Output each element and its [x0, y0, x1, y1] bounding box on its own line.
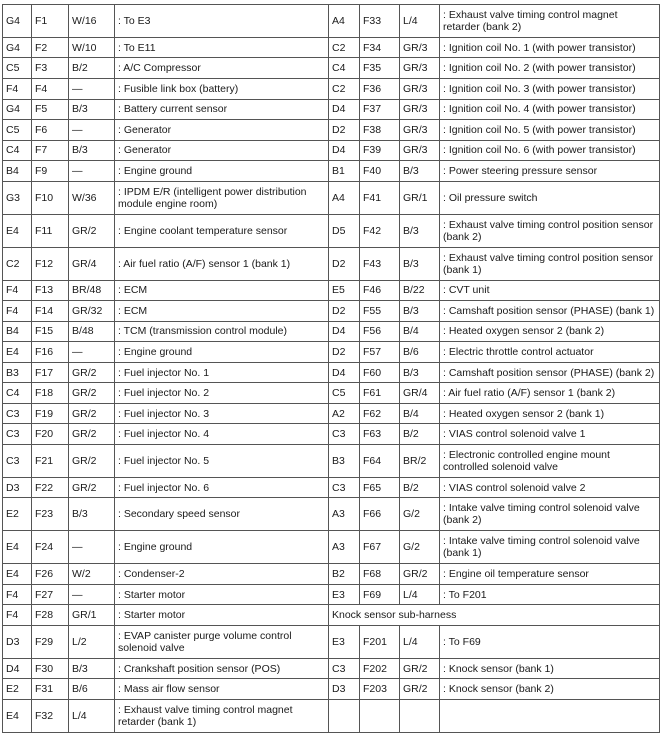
- right-grid-cell: B1: [329, 161, 360, 182]
- right-grid-cell: D5: [329, 214, 360, 247]
- left-grid-cell: C3: [3, 424, 32, 445]
- left-connector-cell: F21: [32, 445, 69, 478]
- left-grid-cell: F4: [3, 79, 32, 100]
- left-connector-cell: F15: [32, 321, 69, 342]
- left-color-pins-cell: W/2: [69, 564, 115, 585]
- right-grid-cell: D2: [329, 247, 360, 280]
- right-connector-cell: F46: [360, 280, 400, 301]
- right-color-pins-cell: L/4: [400, 625, 440, 658]
- left-grid-cell: E2: [3, 679, 32, 700]
- left-connector-cell: F13: [32, 280, 69, 301]
- left-description-cell: : TCM (transmission control module): [115, 321, 329, 342]
- right-grid-cell: B2: [329, 564, 360, 585]
- left-description-cell: : To E11: [115, 37, 329, 58]
- left-color-pins-cell: —: [69, 79, 115, 100]
- left-color-pins-cell: W/10: [69, 37, 115, 58]
- right-connector-cell: F43: [360, 247, 400, 280]
- left-connector-cell: F11: [32, 214, 69, 247]
- left-connector-cell: F26: [32, 564, 69, 585]
- left-grid-cell: B4: [3, 161, 32, 182]
- right-description-cell: : Ignition coil No. 2 (with power transistor): [440, 58, 660, 79]
- table-row: [3, 362, 660, 383]
- right-grid-cell: E3: [329, 625, 360, 658]
- left-grid-cell: G4: [3, 5, 32, 38]
- right-connector-cell: F38: [360, 120, 400, 141]
- left-connector-cell: F10: [32, 181, 69, 214]
- right-description-cell: : Engine oil temperature sensor: [440, 564, 660, 585]
- left-description-cell: : To E3: [115, 5, 329, 38]
- left-description-cell: : Fuel injector No. 5: [115, 445, 329, 478]
- table-row: [3, 140, 660, 161]
- right-grid-cell: C2: [329, 37, 360, 58]
- left-connector-cell: F29: [32, 625, 69, 658]
- right-color-pins-cell: G/2: [400, 531, 440, 564]
- right-description-cell: : Air fuel ratio (A/F) sensor 1 (bank 2): [440, 383, 660, 404]
- right-color-pins-cell: G/2: [400, 498, 440, 531]
- right-connector-cell: F35: [360, 58, 400, 79]
- left-connector-cell: F24: [32, 531, 69, 564]
- right-color-pins-cell: B/3: [400, 247, 440, 280]
- right-connector-cell: F33: [360, 5, 400, 38]
- left-description-cell: : Condenser-2: [115, 564, 329, 585]
- table-row: [3, 79, 660, 100]
- right-color-pins-cell: [400, 699, 440, 732]
- left-connector-cell: F23: [32, 498, 69, 531]
- right-grid-cell: D4: [329, 99, 360, 120]
- left-connector-cell: F6: [32, 120, 69, 141]
- left-grid-cell: C3: [3, 445, 32, 478]
- left-color-pins-cell: GR/2: [69, 362, 115, 383]
- right-color-pins-cell: GR/4: [400, 383, 440, 404]
- right-connector-cell: F203: [360, 679, 400, 700]
- right-connector-cell: F60: [360, 362, 400, 383]
- left-connector-cell: F1: [32, 5, 69, 38]
- left-connector-cell: F16: [32, 342, 69, 363]
- right-connector-cell: F34: [360, 37, 400, 58]
- right-description-cell: : Exhaust valve timing control position sensor (bank 1): [440, 247, 660, 280]
- right-connector-cell: [360, 699, 400, 732]
- right-connector-cell: F202: [360, 658, 400, 679]
- right-color-pins-cell: B/3: [400, 214, 440, 247]
- right-connector-cell: F62: [360, 403, 400, 424]
- left-grid-cell: E4: [3, 564, 32, 585]
- left-description-cell: : Generator: [115, 120, 329, 141]
- table-row: [3, 280, 660, 301]
- table-row: [3, 99, 660, 120]
- right-grid-cell: D2: [329, 120, 360, 141]
- right-grid-cell: E5: [329, 280, 360, 301]
- right-connector-cell: F201: [360, 625, 400, 658]
- left-grid-cell: E4: [3, 531, 32, 564]
- right-connector-cell: F69: [360, 584, 400, 605]
- right-grid-cell: D4: [329, 321, 360, 342]
- table-row: [3, 247, 660, 280]
- left-connector-cell: F12: [32, 247, 69, 280]
- right-connector-cell: F55: [360, 301, 400, 322]
- right-color-pins-cell: B/2: [400, 477, 440, 498]
- left-description-cell: : Engine ground: [115, 342, 329, 363]
- table-row: [3, 301, 660, 322]
- right-description-cell: : Electric throttle control actuator: [440, 342, 660, 363]
- left-color-pins-cell: B/2: [69, 58, 115, 79]
- table-row: [3, 424, 660, 445]
- right-grid-cell: D4: [329, 140, 360, 161]
- right-grid-cell: C4: [329, 58, 360, 79]
- table-row: [3, 658, 660, 679]
- right-grid-cell: D2: [329, 301, 360, 322]
- left-connector-cell: F5: [32, 99, 69, 120]
- right-grid-cell: B3: [329, 445, 360, 478]
- left-grid-cell: G4: [3, 99, 32, 120]
- right-color-pins-cell: B/6: [400, 342, 440, 363]
- right-description-cell: : VIAS control solenoid valve 2: [440, 477, 660, 498]
- left-color-pins-cell: BR/48: [69, 280, 115, 301]
- right-color-pins-cell: GR/3: [400, 99, 440, 120]
- right-connector-cell: F40: [360, 161, 400, 182]
- left-grid-cell: F4: [3, 605, 32, 626]
- right-description-cell: : Knock sensor (bank 2): [440, 679, 660, 700]
- right-color-pins-cell: GR/3: [400, 140, 440, 161]
- left-description-cell: : A/C Compressor: [115, 58, 329, 79]
- left-description-cell: : Fuel injector No. 3: [115, 403, 329, 424]
- table-row: [3, 321, 660, 342]
- left-description-cell: : ECM: [115, 280, 329, 301]
- left-color-pins-cell: —: [69, 161, 115, 182]
- table-row: [3, 403, 660, 424]
- right-color-pins-cell: BR/2: [400, 445, 440, 478]
- left-grid-cell: C4: [3, 140, 32, 161]
- table-row: [3, 383, 660, 404]
- right-description-cell: : CVT unit: [440, 280, 660, 301]
- left-grid-cell: E4: [3, 342, 32, 363]
- table-row: [3, 531, 660, 564]
- right-description-cell: : Ignition coil No. 5 (with power transistor): [440, 120, 660, 141]
- right-color-pins-cell: L/4: [400, 5, 440, 38]
- right-description-cell: [440, 699, 660, 732]
- table-row: [3, 477, 660, 498]
- left-grid-cell: F4: [3, 301, 32, 322]
- left-color-pins-cell: B/3: [69, 498, 115, 531]
- left-description-cell: : Fuel injector No. 2: [115, 383, 329, 404]
- right-color-pins-cell: GR/3: [400, 37, 440, 58]
- right-color-pins-cell: B/22: [400, 280, 440, 301]
- right-color-pins-cell: GR/3: [400, 58, 440, 79]
- table-row: [3, 161, 660, 182]
- right-description-cell: : Ignition coil No. 6 (with power transistor): [440, 140, 660, 161]
- left-connector-cell: F18: [32, 383, 69, 404]
- left-grid-cell: E4: [3, 214, 32, 247]
- left-connector-cell: F2: [32, 37, 69, 58]
- left-description-cell: : Engine ground: [115, 531, 329, 564]
- left-grid-cell: C5: [3, 58, 32, 79]
- right-connector-cell: F56: [360, 321, 400, 342]
- left-color-pins-cell: W/16: [69, 5, 115, 38]
- right-grid-cell: E3: [329, 584, 360, 605]
- left-grid-cell: E2: [3, 498, 32, 531]
- right-description-cell: : Heated oxygen sensor 2 (bank 2): [440, 321, 660, 342]
- right-grid-cell: A4: [329, 181, 360, 214]
- left-grid-cell: C5: [3, 120, 32, 141]
- left-grid-cell: E4: [3, 699, 32, 732]
- left-connector-cell: F27: [32, 584, 69, 605]
- right-connector-cell: F65: [360, 477, 400, 498]
- right-description-cell: : Ignition coil No. 3 (with power transistor): [440, 79, 660, 100]
- left-connector-cell: F32: [32, 699, 69, 732]
- section-header: Knock sensor sub-harness: [329, 605, 660, 626]
- table-row: [3, 342, 660, 363]
- right-grid-cell: A3: [329, 531, 360, 564]
- right-color-pins-cell: B/4: [400, 321, 440, 342]
- right-grid-cell: A2: [329, 403, 360, 424]
- left-color-pins-cell: B/3: [69, 658, 115, 679]
- table-row: [3, 58, 660, 79]
- left-grid-cell: G4: [3, 37, 32, 58]
- connector-table-body: [3, 5, 660, 733]
- left-description-cell: : Fuel injector No. 6: [115, 477, 329, 498]
- right-grid-cell: [329, 699, 360, 732]
- left-color-pins-cell: GR/2: [69, 383, 115, 404]
- left-description-cell: : Crankshaft position sensor (POS): [115, 658, 329, 679]
- right-color-pins-cell: B/3: [400, 301, 440, 322]
- right-connector-cell: F39: [360, 140, 400, 161]
- left-color-pins-cell: L/4: [69, 699, 115, 732]
- right-description-cell: : Exhaust valve timing control magnet retarder (bank 2): [440, 5, 660, 38]
- right-description-cell: : Intake valve timing control solenoid valve (bank 1): [440, 531, 660, 564]
- left-color-pins-cell: GR/4: [69, 247, 115, 280]
- left-connector-cell: F3: [32, 58, 69, 79]
- right-color-pins-cell: GR/2: [400, 564, 440, 585]
- right-color-pins-cell: GR/3: [400, 120, 440, 141]
- right-connector-cell: F61: [360, 383, 400, 404]
- right-grid-cell: C2: [329, 79, 360, 100]
- right-grid-cell: A4: [329, 5, 360, 38]
- right-description-cell: : Heated oxygen sensor 2 (bank 1): [440, 403, 660, 424]
- right-description-cell: : Intake valve timing control solenoid valve (bank 2): [440, 498, 660, 531]
- left-color-pins-cell: —: [69, 120, 115, 141]
- right-color-pins-cell: L/4: [400, 584, 440, 605]
- left-description-cell: : Engine coolant temperature sensor: [115, 214, 329, 247]
- table-row: [3, 584, 660, 605]
- left-connector-cell: F30: [32, 658, 69, 679]
- left-color-pins-cell: B/48: [69, 321, 115, 342]
- right-color-pins-cell: B/3: [400, 161, 440, 182]
- left-description-cell: : Engine ground: [115, 161, 329, 182]
- left-description-cell: : Mass air flow sensor: [115, 679, 329, 700]
- right-grid-cell: C3: [329, 477, 360, 498]
- right-description-cell: : Knock sensor (bank 1): [440, 658, 660, 679]
- table-row: [3, 605, 660, 626]
- table-row: [3, 564, 660, 585]
- right-grid-cell: D3: [329, 679, 360, 700]
- left-grid-cell: C4: [3, 383, 32, 404]
- left-color-pins-cell: GR/2: [69, 424, 115, 445]
- right-color-pins-cell: GR/3: [400, 79, 440, 100]
- table-row: [3, 445, 660, 478]
- left-grid-cell: C2: [3, 247, 32, 280]
- table-row: [3, 37, 660, 58]
- right-connector-cell: F63: [360, 424, 400, 445]
- left-connector-cell: F9: [32, 161, 69, 182]
- left-grid-cell: B3: [3, 362, 32, 383]
- right-description-cell: : Ignition coil No. 4 (with power transistor): [440, 99, 660, 120]
- left-description-cell: : Air fuel ratio (A/F) sensor 1 (bank 1): [115, 247, 329, 280]
- left-grid-cell: F4: [3, 584, 32, 605]
- left-color-pins-cell: GR/2: [69, 214, 115, 247]
- left-description-cell: : Fusible link box (battery): [115, 79, 329, 100]
- left-color-pins-cell: GR/1: [69, 605, 115, 626]
- right-color-pins-cell: B/3: [400, 362, 440, 383]
- table-row: [3, 214, 660, 247]
- right-color-pins-cell: B/2: [400, 424, 440, 445]
- right-connector-cell: F42: [360, 214, 400, 247]
- left-description-cell: : Fuel injector No. 4: [115, 424, 329, 445]
- left-description-cell: : Battery current sensor: [115, 99, 329, 120]
- right-connector-cell: F64: [360, 445, 400, 478]
- right-grid-cell: D4: [329, 362, 360, 383]
- right-description-cell: : To F201: [440, 584, 660, 605]
- right-description-cell: : Electronic controlled engine mount controlled solenoid valve: [440, 445, 660, 478]
- left-connector-cell: F14: [32, 301, 69, 322]
- left-color-pins-cell: GR/2: [69, 403, 115, 424]
- connector-table: [2, 4, 660, 733]
- left-color-pins-cell: B/6: [69, 679, 115, 700]
- left-grid-cell: B4: [3, 321, 32, 342]
- right-grid-cell: C5: [329, 383, 360, 404]
- right-connector-cell: F66: [360, 498, 400, 531]
- right-color-pins-cell: GR/1: [400, 181, 440, 214]
- left-grid-cell: D4: [3, 658, 32, 679]
- left-color-pins-cell: L/2: [69, 625, 115, 658]
- left-grid-cell: C3: [3, 403, 32, 424]
- left-connector-cell: F4: [32, 79, 69, 100]
- left-description-cell: : Exhaust valve timing control magnet retarder (bank 1): [115, 699, 329, 732]
- left-color-pins-cell: GR/2: [69, 445, 115, 478]
- left-color-pins-cell: GR/2: [69, 477, 115, 498]
- left-description-cell: : Generator: [115, 140, 329, 161]
- table-row: [3, 679, 660, 700]
- right-description-cell: : Ignition coil No. 1 (with power transistor): [440, 37, 660, 58]
- right-color-pins-cell: B/4: [400, 403, 440, 424]
- table-row: [3, 625, 660, 658]
- table-row: [3, 5, 660, 38]
- right-grid-cell: C3: [329, 658, 360, 679]
- right-description-cell: : To F69: [440, 625, 660, 658]
- left-grid-cell: D3: [3, 625, 32, 658]
- left-connector-cell: F22: [32, 477, 69, 498]
- left-color-pins-cell: —: [69, 584, 115, 605]
- left-connector-cell: F28: [32, 605, 69, 626]
- right-description-cell: : Oil pressure switch: [440, 181, 660, 214]
- right-grid-cell: A3: [329, 498, 360, 531]
- left-color-pins-cell: B/3: [69, 140, 115, 161]
- left-connector-cell: F20: [32, 424, 69, 445]
- right-description-cell: : Camshaft position sensor (PHASE) (bank 2): [440, 362, 660, 383]
- right-description-cell: : VIAS control solenoid valve 1: [440, 424, 660, 445]
- left-description-cell: : EVAP canister purge volume control solenoid valve: [115, 625, 329, 658]
- right-color-pins-cell: GR/2: [400, 658, 440, 679]
- right-color-pins-cell: GR/2: [400, 679, 440, 700]
- left-grid-cell: G3: [3, 181, 32, 214]
- left-grid-cell: D3: [3, 477, 32, 498]
- right-grid-cell: D2: [329, 342, 360, 363]
- right-connector-cell: F67: [360, 531, 400, 564]
- left-connector-cell: F31: [32, 679, 69, 700]
- right-connector-cell: F37: [360, 99, 400, 120]
- table-row: [3, 498, 660, 531]
- left-connector-cell: F19: [32, 403, 69, 424]
- left-description-cell: : Starter motor: [115, 584, 329, 605]
- left-connector-cell: F17: [32, 362, 69, 383]
- left-description-cell: : IPDM E/R (intelligent power distribution module engine room): [115, 181, 329, 214]
- right-description-cell: : Camshaft position sensor (PHASE) (bank 1): [440, 301, 660, 322]
- table-row: [3, 181, 660, 214]
- right-connector-cell: F68: [360, 564, 400, 585]
- left-description-cell: : Fuel injector No. 1: [115, 362, 329, 383]
- left-color-pins-cell: GR/32: [69, 301, 115, 322]
- left-color-pins-cell: —: [69, 531, 115, 564]
- right-description-cell: : Exhaust valve timing control position sensor (bank 2): [440, 214, 660, 247]
- right-connector-cell: F41: [360, 181, 400, 214]
- left-description-cell: : Secondary speed sensor: [115, 498, 329, 531]
- left-description-cell: : ECM: [115, 301, 329, 322]
- left-color-pins-cell: W/36: [69, 181, 115, 214]
- left-description-cell: : Starter motor: [115, 605, 329, 626]
- left-grid-cell: F4: [3, 280, 32, 301]
- table-row: [3, 120, 660, 141]
- table-row: [3, 699, 660, 732]
- right-grid-cell: C3: [329, 424, 360, 445]
- right-description-cell: : Power steering pressure sensor: [440, 161, 660, 182]
- left-connector-cell: F7: [32, 140, 69, 161]
- right-connector-cell: F36: [360, 79, 400, 100]
- left-color-pins-cell: B/3: [69, 99, 115, 120]
- right-connector-cell: F57: [360, 342, 400, 363]
- left-color-pins-cell: —: [69, 342, 115, 363]
